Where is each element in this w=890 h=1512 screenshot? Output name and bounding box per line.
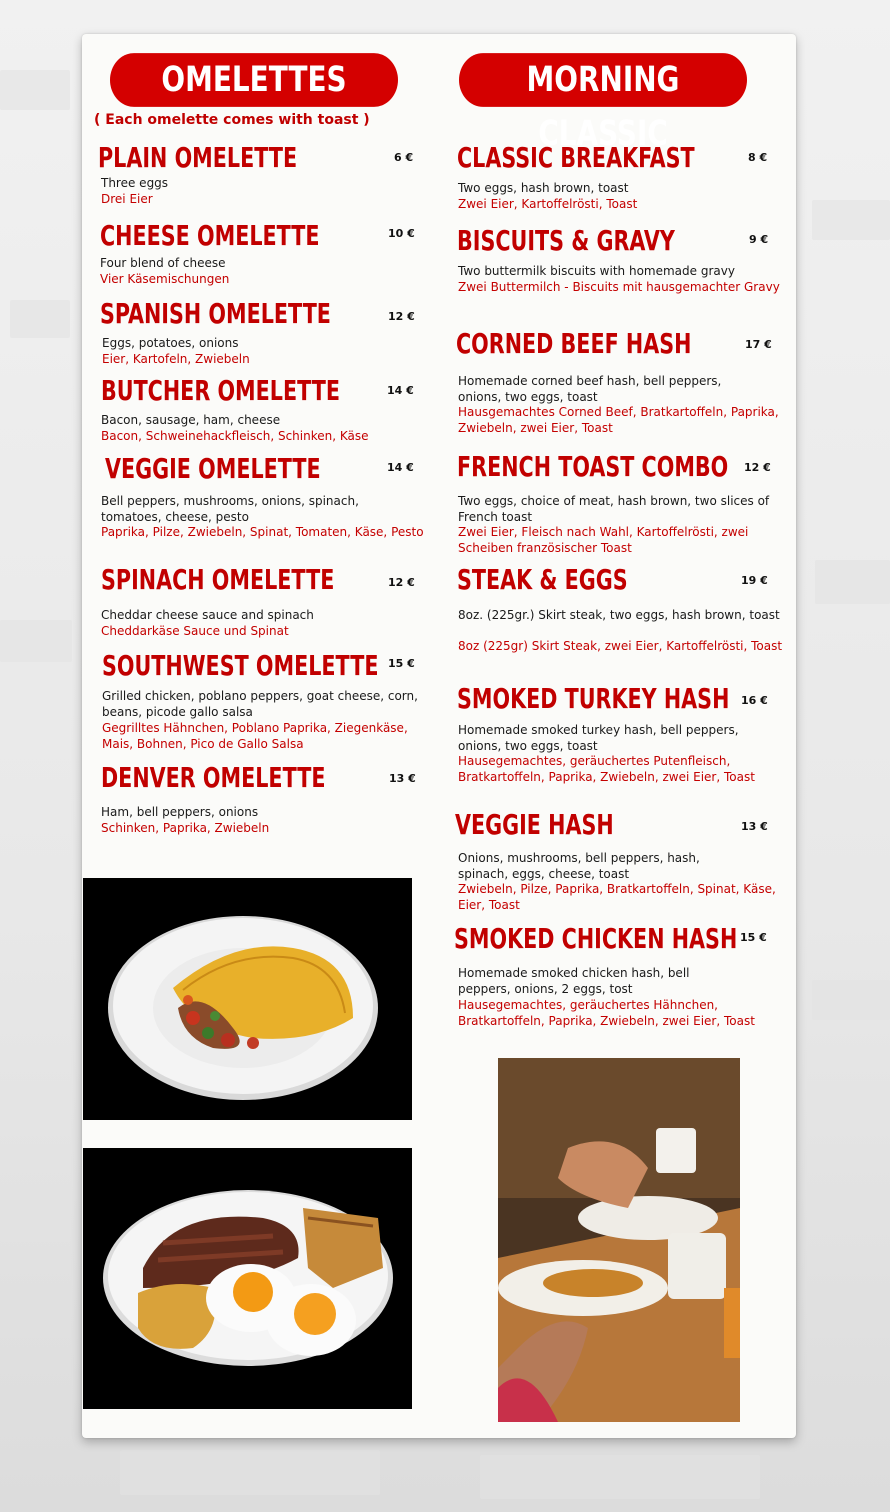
morning-classic-heading: MORNING CLASSIC	[459, 53, 747, 107]
item-name: DENVER OMELETTE	[101, 763, 326, 794]
item-description-german: Paprika, Pilze, Zwiebeln, Spinat, Tomaten, Käse, Pesto	[101, 525, 424, 539]
item-description: Cheddar cheese sauce and spinach	[101, 608, 314, 622]
menu-item	[457, 564, 787, 674]
item-name: SMOKED CHICKEN HASH	[454, 924, 738, 955]
item-name: BUTCHER OMELETTE	[101, 376, 341, 407]
item-price: 14 €	[387, 461, 414, 474]
item-price: 15 €	[388, 657, 415, 670]
item-name: STEAK & EGGS	[457, 565, 628, 596]
item-description-german: Gegrilltes Hähnchen, Poblano Paprika, Ziegenkäse, Mais, Bohnen, Pico de Gallo Salsa	[102, 721, 408, 751]
item-description-german: Schinken, Paprika, Zwiebeln	[101, 821, 270, 835]
steak-and-eggs-photo	[83, 1148, 412, 1409]
item-description: Ham, bell peppers, onions	[101, 805, 259, 819]
item-name: PLAIN OMELETTE	[98, 143, 298, 174]
menu-item	[457, 683, 787, 803]
item-description-german: Vier Käsemischungen	[100, 272, 230, 286]
item-description: 8oz. (225gr.) Skirt steak, two eggs, hash brown, toast	[458, 608, 780, 622]
item-name: SPANISH OMELETTE	[100, 299, 331, 330]
item-description-german: Cheddarkäse Sauce und Spinat	[101, 624, 289, 638]
omelette-photo	[83, 878, 412, 1120]
item-name: SPINACH OMELETTE	[101, 565, 335, 596]
item-price: 6 €	[394, 151, 414, 164]
menu-item	[101, 453, 431, 558]
menu-item	[457, 225, 787, 315]
item-description: Two eggs, hash brown, toast	[458, 181, 629, 195]
item-price: 16 €	[741, 694, 768, 707]
item-name: VEGGIE OMELETTE	[105, 454, 321, 485]
item-price: 8 €	[748, 151, 768, 164]
item-description-german: Hausegemachtes, geräuchertes Putenfleisch, Bratkartoffeln, Paprika, Zwiebeln, zwei Eier, Toast	[458, 754, 755, 784]
item-price: 13 €	[741, 820, 768, 833]
item-description: Four blend of cheese	[100, 256, 226, 270]
menu-item	[454, 923, 789, 1043]
item-description-german: Zwei Eier, Fleisch nach Wahl, Kartoffelrösti, zwei Scheiben französischer Toast	[458, 525, 749, 555]
menu-item	[101, 564, 421, 639]
item-price: 13 €	[389, 772, 416, 785]
item-name: VEGGIE HASH	[455, 810, 614, 841]
diners-photo	[498, 1058, 740, 1422]
menu-item	[101, 375, 421, 445]
item-description-german: 8oz (225gr) Skirt Steak, zwei Eier, Kartoffelrösti, Toast	[458, 639, 783, 653]
menu-item	[101, 762, 421, 842]
item-description-german: Zwei Buttermilch - Biscuits mit hausgemachter Gravy	[458, 280, 780, 294]
item-description: Two buttermilk biscuits with homemade gravy	[458, 264, 735, 278]
menu-item	[457, 142, 782, 214]
item-description-german: Zwei Eier, Kartoffelrösti, Toast	[458, 197, 638, 211]
item-description: Two eggs, choice of meat, hash brown, two slices of French toast	[458, 494, 770, 524]
item-description: Three eggs	[101, 176, 169, 190]
item-description-german: Zwiebeln, Pilze, Paprika, Bratkartoffeln, Spinat, Käse, Eier, Toast	[458, 882, 776, 912]
item-description: Homemade corned beef hash, bell peppers, onions, two eggs, toast	[458, 374, 722, 404]
menu-item	[100, 298, 420, 368]
item-description: Onions, mushrooms, bell peppers, hash, spinach, eggs, cheese, toast	[458, 851, 700, 881]
item-description-german: Eier, Kartofeln, Zwiebeln	[102, 352, 250, 366]
menu-item	[98, 142, 418, 212]
omelette-toast-note: ( Each omelette comes with toast )	[94, 112, 370, 128]
item-description: Homemade smoked chicken hash, bell peppers, onions, 2 eggs, tost	[458, 966, 690, 996]
item-price: 10 €	[388, 227, 415, 240]
item-name: CLASSIC BREAKFAST	[457, 143, 695, 174]
item-name: CHEESE OMELETTE	[100, 221, 320, 252]
item-price: 15 €	[740, 931, 767, 944]
item-price: 19 €	[741, 574, 768, 587]
item-description-german: Hausgemachtes Corned Beef, Bratkartoffeln, Paprika, Zwiebeln, zwei Eier, Toast	[458, 405, 779, 435]
item-price: 12 €	[388, 576, 415, 589]
item-description: Eggs, potatoes, onions	[102, 336, 239, 350]
item-price: 14 €	[387, 384, 414, 397]
item-name: SMOKED TURKEY HASH	[457, 684, 730, 715]
item-description-german: Hausegemachtes, geräuchertes Hähnchen, Bratkartoffeln, Paprika, Zwiebeln, zwei Eier, Toast	[458, 998, 755, 1028]
item-price: 9 €	[749, 233, 769, 246]
item-description: Grilled chicken, poblano peppers, goat cheese, corn, beans, picode gallo salsa	[102, 689, 418, 719]
item-description: Bacon, sausage, ham, cheese	[101, 413, 281, 427]
menu-item	[456, 328, 786, 438]
item-price: 17 €	[745, 338, 772, 351]
menu-item	[457, 451, 787, 561]
menu-item	[455, 809, 785, 919]
menu-item	[102, 650, 432, 755]
item-name: CORNED BEEF HASH	[456, 329, 692, 360]
omelettes-heading: OMELETTES	[110, 53, 398, 107]
item-price: 12 €	[388, 310, 415, 323]
item-name: SOUTHWEST OMELETTE	[102, 651, 379, 682]
item-name: BISCUITS & GRAVY	[457, 226, 675, 257]
item-name: FRENCH TOAST COMBO	[457, 452, 729, 483]
item-description: Homemade smoked turkey hash, bell peppers, onions, two eggs, toast	[458, 723, 739, 753]
item-description: Bell peppers, mushrooms, onions, spinach, tomatoes, cheese, pesto	[101, 494, 359, 524]
item-description-german: Bacon, Schweinehackfleisch, Schinken, Käse	[101, 429, 369, 443]
item-description-german: Drei Eier	[101, 192, 153, 206]
menu-item	[100, 220, 420, 290]
item-price: 12 €	[744, 461, 771, 474]
